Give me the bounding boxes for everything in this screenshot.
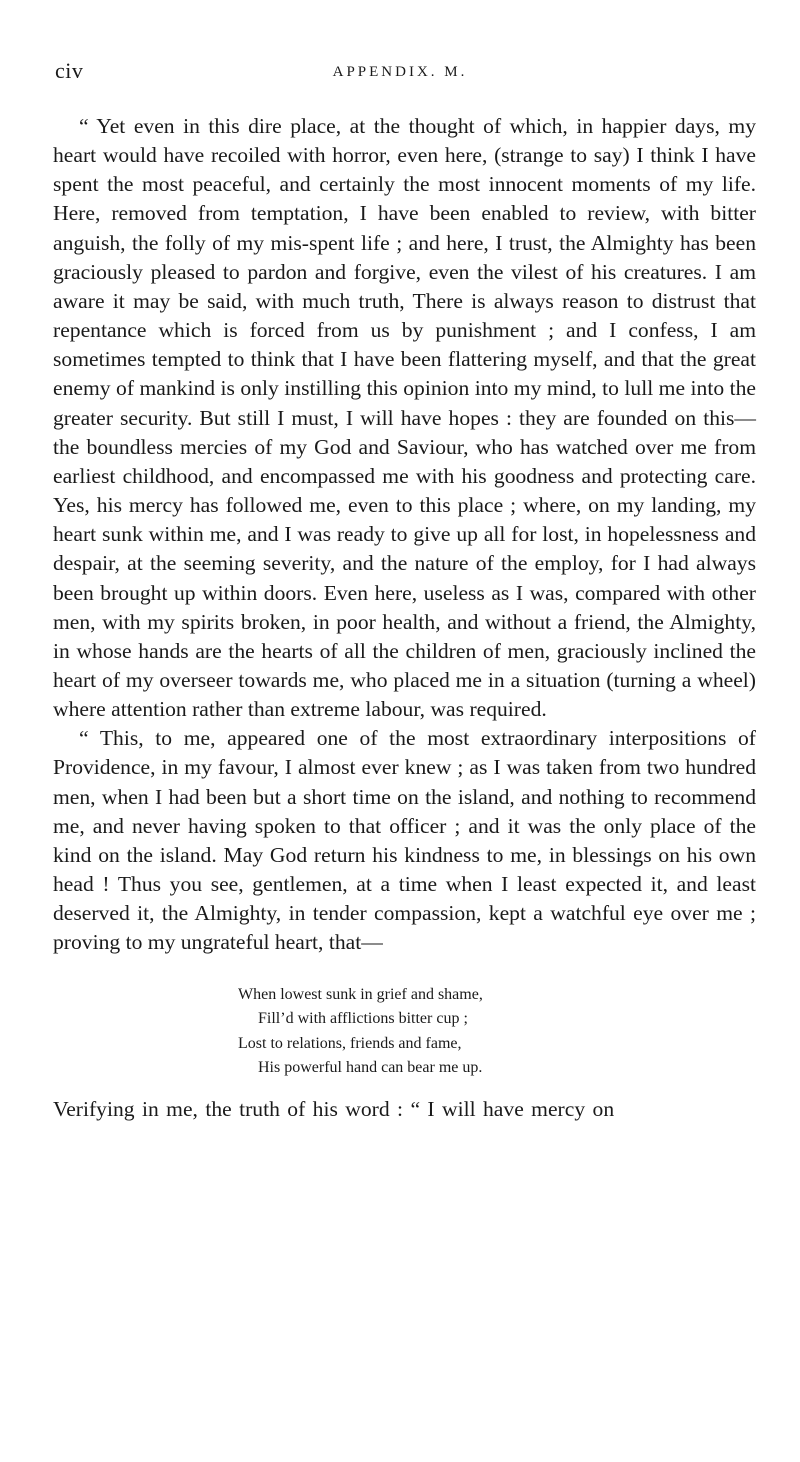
page-number: civ — [55, 58, 84, 83]
poem-line-3: Lost to relations, friends and fame, — [238, 1034, 462, 1052]
running-head: APPENDIX. M. — [332, 64, 468, 80]
poem-line-1: When lowest sunk in grief and shame, — [238, 985, 483, 1003]
closing-line: Verifying in me, the truth of his word : “ I will have mercy on — [53, 1096, 615, 1121]
poem-quotation — [238, 983, 756, 1081]
poem-line-2: Fill’d with afflictions bitter cup ; — [258, 1010, 468, 1028]
poem-line-4: His powerful hand can bear me up. — [258, 1059, 483, 1077]
paragraph-1: “ Yet even in this dire place, at the thought of which, in happier days, my heart would have recoiled with horror, even here, (strange to say) I think I have spent the most peaceful, and certainly the most innocent moments of my life. Here, removed from temptation, I have been enabled to review, with bitter anguish, the folly of my mis-spent life ; and here, I trust, the Almighty has been graciously pleased to pardon and forgive, even the vilest of his creatures. I am aware it may be said, with much truth, There is always reason to distrust that repentance which is forced from us by punishment ; and I confess, I am sometimes tempted to think that I have been flattering myself, and that the great enemy of mankind is only instilling this opinion into my mind, to lull me into the greater security. But still I must, I will have hopes : they are founded on this—the boundless mercies of my God and Saviour, who has watched over me from earliest childhood, and encompassed me with his goodness and protecting care. Yes, his mercy has followed me, even to this place ; where, on my landing, my heart sunk within me, and I was ready to give up all for lost, in hopelessness and despair, at the seeming severity, and the nature of the employ, for I had always been brought up within doors. Even here, useless as I was, compared with other men, with my spirits broken, in poor health, and without a friend, the Almighty, in whose hands are the hearts of all the children of men, graciously inclined the heart of my overseer towards me, who placed me in a situation (turning a wheel) where attention rather than extreme labour, was required. — [53, 114, 756, 722]
page-body — [53, 112, 756, 1124]
paragraph-2: “ This, to me, appeared one of the most extraordinary interpositions of Providence, in my favour, I almost ever knew ; as I was taken from two hundred men, when I had been but a short time on the island, and nothing to recommend me, and never having spoken to that officer ; and it was the only place of the kind on the island. May God return his kindness to me, in blessings on his own head ! Thus you see, gentlemen, at a time when I least expected it, and least deserved it, the Almighty, in tender compassion, kept a watchful eye over me ; proving to my ungrateful heart, that— — [53, 726, 756, 955]
